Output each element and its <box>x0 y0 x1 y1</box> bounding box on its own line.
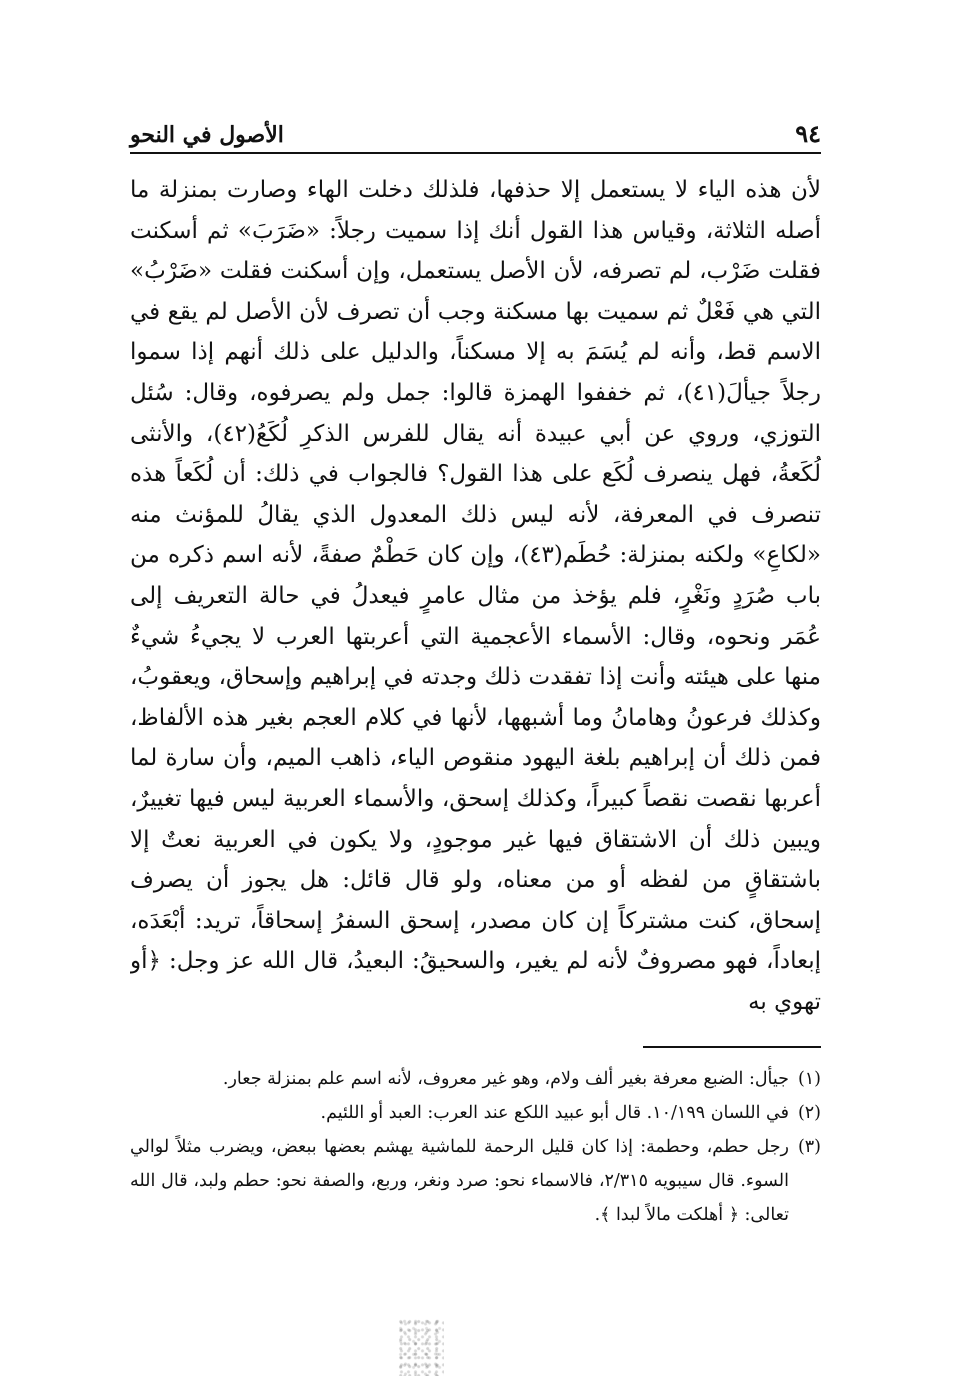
footnote-number: (١) <box>797 1069 821 1089</box>
scan-smudge <box>398 1318 444 1376</box>
footnote-text: في اللسان ١٠/١٩٩. قال أبو عبيد اللكع عند العرب: العبد أو اللئيم. <box>320 1103 789 1123</box>
footnote-3 <box>130 1130 821 1232</box>
footnote-text: رجل حطم، وحطمة: إذا كان قليل الرحمة للماشية يهشم بعضها ببعض، ويضرب مثلاً لوالي السوء. قال سيبويه ٢/٣١٥، فالاسماء نحو: صرد ونغر، وربع، والصفة نحو: حطم ولبد، قال الله تعالى: ﴿ أهلكت مالاً لبدا ﴾. <box>130 1137 789 1225</box>
footnote-number: (٣) <box>797 1137 821 1157</box>
footnote-number: (٢) <box>797 1103 821 1123</box>
page-header <box>130 112 821 154</box>
main-text: لأن هذه الياء لا يستعمل إلا حذفها، فلذلك دخلت الهاء وصارت بمنزلة ما أصله الثلاثة، وقياس هذا القول أنك إذا سميت رجلاً: «ضَرَبَ» ثم أسكنت فقلت ضَرْب، لم تصرفه، لأن الأصل يستعمل، وإن أسكنت فقلت «ضَرْبُ» التي هي فَعْلٌ ثم سميت بها مسكنة وجب أن تصرف لأن الأصل لم يقع في الاسم قط، وأنه لم يُسَمَ به إلا مسكناً، والدليل على ذلك أنهم إذا سموا رجلاً جيألَ(٤١)، ثم خففوا الهمزة قالوا: جمل ولم يصرفوه، وقال: سُئل التوزي، وروي عن أبي عبيدة أنه يقال للفرس الذكرِ لُكَعُ(٤٢)، والأنثى لُكَعةُ، فهل ينصرف لُكَع على هذا القول؟ فالجواب في ذلك: أن لُكَعاً هذه تنصرف في المعرفة، لأنه ليس ذلك المعدول الذي يقالُ للمؤنث منه «لكاعِ» ولكنه بمنزلة: حُطَم(٤٣)، وإن كان حَطْمٌ صفةً، لأنه اسم ذكره من باب صُرَدٍ ونَغْرٍ، فلم يؤخذ من مثال عامرٍ فيعدلُ في حالة التعريف إلى عُمَر ونحوه، وقال: الأسماء الأعجمية التي أعربتها العرب لا يجيءُ شيءٌ منها على هيئته وأنت إذا تفقدت ذلك وجدته في إبراهيم وإسحاق، ويعقوبُ، وكذلك فرعونُ وهامانُ وما أشبهها، لأنها في كلام العجم بغير هذه الألفاظ، فمن ذلك أن إبراهيم بلغة اليهود منقوص الياء، ذاهب الميم، وأن سارة لما أعربها نقصت نقصاً كبيراً، وكذلك إسحق، والأسماء العربية ليس فيها تغييرٌ، ويبين ذلك أن الاشتقاق فيها غير موجودٍ، ولا يكون في العربية نعتٌ إلا باشتقاقٍ من لفظه أو من معناه، ولو قال قائل: هل يجوز أن يصرف إسحاق، كنت مشتركاً إن كان مصدر، إسحق السفرُ إسحاقاً، تريد: أبْعَدَه، إبعاداً، فهو مصروفٌ لأنه لم يغير، والسحيقُ: البعيدُ، قال الله عز وجل: ﴿أو تهوي به <box>130 177 821 1015</box>
footnote-2 <box>130 1096 821 1130</box>
footnote-divider <box>643 1046 821 1048</box>
footnote-text: جيأل: الضبع معرفة بغير ألف ولام، وهو غير معروف، لأنه اسم علم بمنزلة جعار. <box>222 1069 789 1089</box>
running-title: الأصول في النحو <box>130 122 284 148</box>
footnotes <box>130 1062 821 1232</box>
page-number: ٩٤ <box>795 119 821 148</box>
footnote-1 <box>130 1062 821 1096</box>
